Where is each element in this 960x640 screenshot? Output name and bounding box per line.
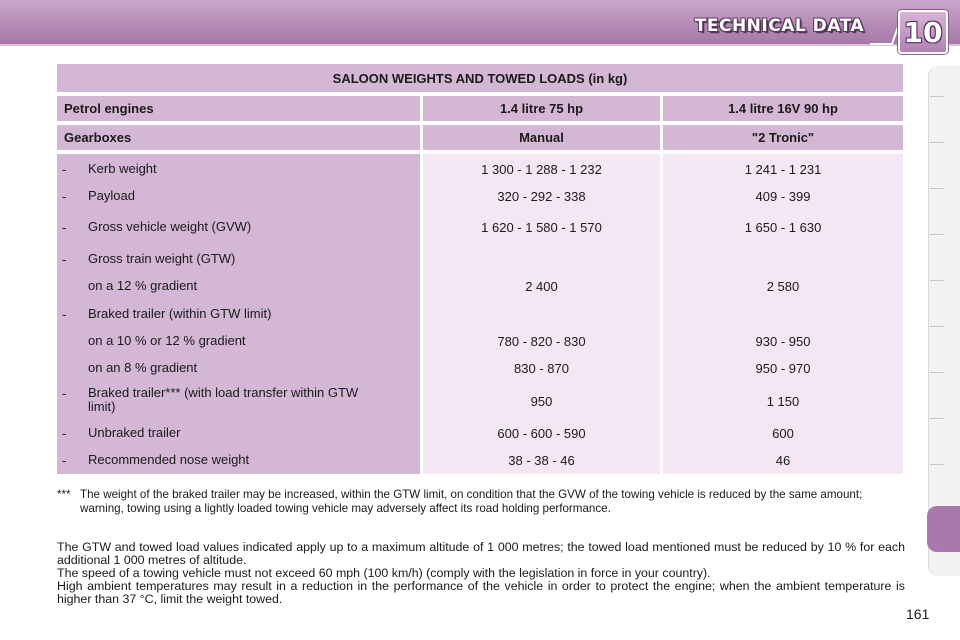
table-body (57, 154, 903, 474)
footnote-text: The weight of the braked trailer may be increased, within the GTW limit, on condition that the GVW of the towing vehicle is reduced by the same amount; warning, towing using a lightly loaded towing vehicle may adversely affect its road holding performance. (80, 488, 863, 515)
row-value-engine-1: 1 300 - 1 288 - 1 232 (481, 162, 602, 177)
note-speed: The speed of a towing vehicle must not exceed 60 mph (100 km/h) (comply with the legislation in force in your country). (57, 566, 711, 580)
section-title: TECHNICAL DATA (694, 16, 864, 36)
row-dash: - (62, 453, 67, 468)
tab-divider (930, 280, 944, 281)
header-divider (0, 44, 960, 46)
row-value-engine-2: 409 - 399 (755, 189, 811, 204)
row-value-engine-2: 1 241 - 1 231 (744, 162, 822, 177)
row-value-engine-1: 600 - 600 - 590 (497, 426, 586, 441)
row-label: Braked trailer (within GTW limit) (88, 306, 272, 321)
row-dash: - (62, 220, 67, 235)
chapter-number-badge: 10 (898, 10, 948, 54)
row-value-engine-2: 2 580 (766, 279, 800, 294)
row-dash: - (62, 252, 67, 267)
page-number: 161 (906, 606, 930, 622)
row-dash: - (62, 307, 67, 322)
footnote-mark: *** (57, 488, 71, 501)
row-label: Recommended nose weight (88, 452, 250, 467)
tab-divider (930, 418, 944, 419)
row-value-engine-1: 2 400 (525, 279, 558, 294)
row-label: on a 12 % gradient (88, 278, 198, 293)
row-dash: - (62, 189, 67, 204)
row-label: Unbraked trailer (88, 425, 181, 440)
row-value-engine-2: 1 650 - 1 630 (744, 220, 822, 235)
row-label: on an 8 % gradient (88, 360, 198, 375)
note-temperature: High ambient temperatures may result in a reduction in the performance of the vehicle in order to protect the engine; when the ambient temperature is higher than 37 °C, limit the weight towed. (57, 579, 905, 606)
tab-divider (930, 188, 944, 189)
row-value-engine-2: 46 (775, 453, 791, 468)
row-value-engine-2: 950 - 970 (755, 361, 811, 376)
table-title: SALOON WEIGHTS AND TOWED LOADS (in kg) (57, 64, 903, 92)
tab-divider (930, 142, 944, 143)
notes-block (57, 541, 905, 606)
row-label: Braked trailer*** (with load transfer within GTW limit) (88, 385, 359, 414)
row-value-engine-1: 1 620 - 1 580 - 1 570 (481, 220, 602, 235)
tab-divider (930, 234, 944, 235)
row-value-engine-2: 1 150 (766, 394, 800, 409)
engines-header-row (57, 96, 903, 121)
gearbox-2-header: "2 Tronic" (663, 125, 903, 150)
tab-divider (930, 464, 944, 465)
gearbox-1-header: Manual (423, 125, 660, 150)
row-value-engine-1: 320 - 292 - 338 (497, 189, 586, 204)
row-label: Kerb weight (88, 161, 157, 176)
gearboxes-label: Gearboxes (57, 125, 420, 150)
row-label: Gross vehicle weight (GVW) (88, 219, 252, 234)
tab-divider (930, 96, 944, 97)
note-altitude: The GTW and towed load values indicated apply up to a maximum altitude of 1 000 metres; the towed load mentioned must be reduced by 10 % for each additional 1 000 metres of altitude. (57, 540, 905, 567)
row-value-engine-1: 780 - 820 - 830 (497, 334, 586, 349)
row-value-engine-1: 830 - 870 (514, 361, 569, 376)
row-label: Gross train weight (GTW) (88, 251, 236, 266)
row-value-engine-2: 600 (772, 426, 794, 441)
row-label: Payload (88, 188, 135, 203)
row-value-engine-2: 930 - 950 (755, 334, 811, 349)
engines-label: Petrol engines (57, 96, 420, 121)
gearboxes-header-row (57, 125, 903, 150)
engine-2-header: 1.4 litre 16V 90 hp (663, 96, 903, 121)
row-value-engine-1: 38 - 38 - 46 (508, 453, 575, 468)
row-dash: - (62, 386, 67, 401)
row-dash: - (62, 426, 67, 441)
row-dash: - (62, 162, 67, 177)
chapter-tab-active[interactable] (927, 506, 960, 552)
engine-1-header: 1.4 litre 75 hp (423, 96, 660, 121)
tab-divider (930, 326, 944, 327)
row-value-engine-1: 950 (530, 394, 553, 409)
tab-divider (930, 372, 944, 373)
row-label: on a 10 % or 12 % gradient (88, 333, 246, 348)
